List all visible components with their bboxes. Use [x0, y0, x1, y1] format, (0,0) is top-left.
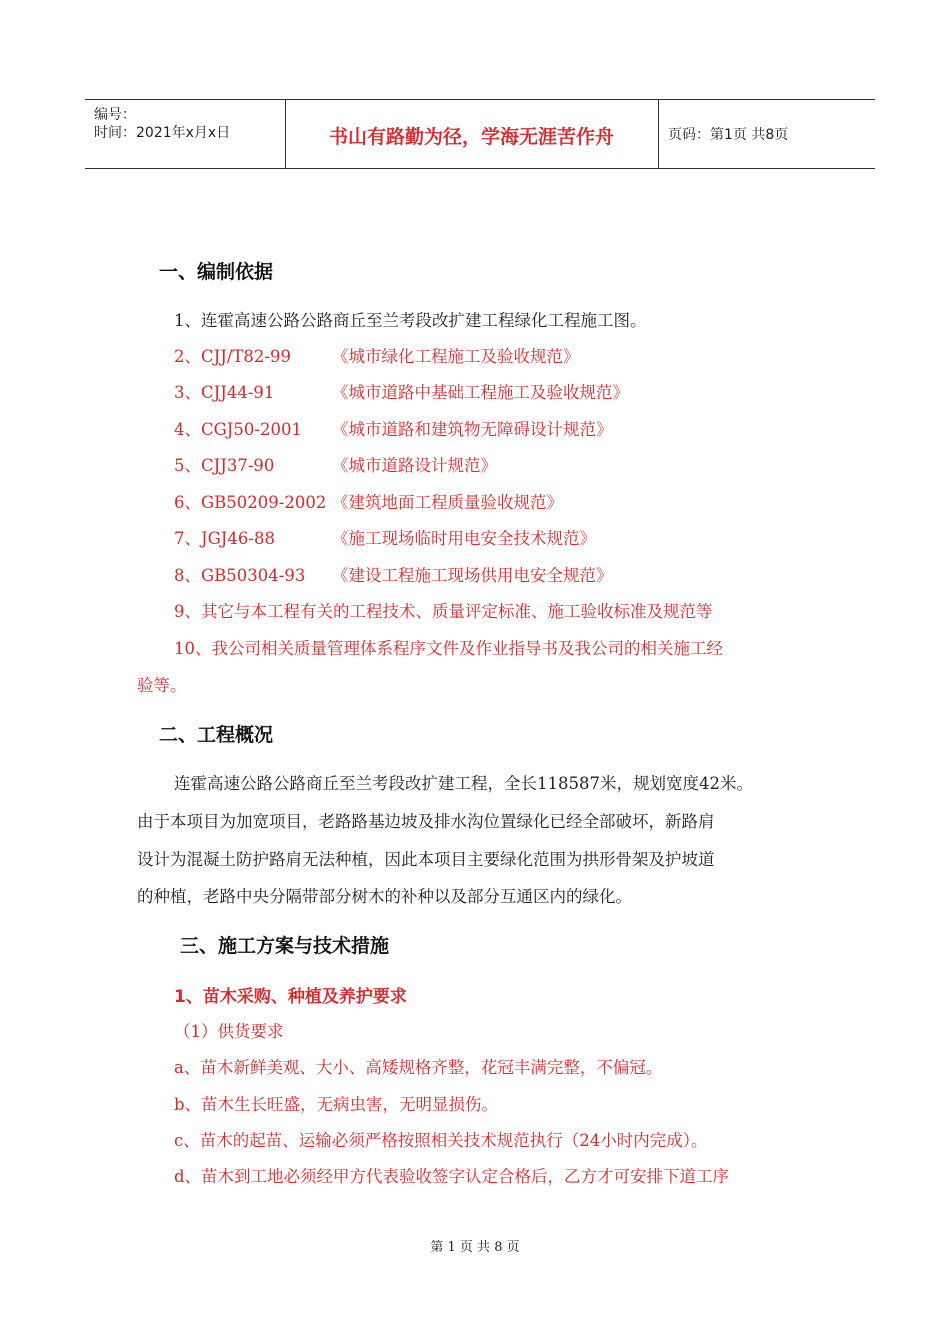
subsection-title-supply: （1）供货要求	[174, 1022, 284, 1041]
document-header	[85, 99, 875, 169]
standard-code: 4、CGJ50-2001	[174, 420, 302, 439]
standard-item	[174, 416, 613, 440]
standard-item	[174, 343, 580, 367]
subsection-title-seedlings: 1、苗木采购、种植及养护要求	[174, 987, 407, 1007]
standard-item	[174, 489, 563, 513]
basis-item-1: 1、连霍高速公路公路商丘至兰考段改扩建工程绿化工程施工图。	[174, 311, 647, 330]
document-time-label: 时间：2021年x月x日	[94, 125, 231, 141]
section-title-overview: 二、工程概况	[159, 724, 274, 746]
header-meta-cell	[85, 100, 286, 168]
standard-name: 《城市道路设计规范》	[332, 456, 497, 475]
header-page-code: 页码：第1页 共8页	[668, 127, 789, 143]
basis-item-10-cont: 验等。	[137, 676, 187, 695]
overview-line: 设计为混凝土防护路肩无法种植，因此本项目主要绿化范围为拱形骨架及护坡道	[137, 850, 715, 869]
standard-code: 8、GB50304-93	[174, 566, 306, 585]
standard-item	[174, 525, 596, 549]
supply-requirement: b、苗木生长旺盛，无病虫害，无明显损伤。	[174, 1095, 499, 1114]
standard-item	[174, 379, 629, 403]
standard-code: 3、CJJ44-91	[174, 383, 275, 402]
basis-item-10: 10、我公司相关质量管理体系程序文件及作业指导书及我公司的相关施工经	[174, 639, 723, 658]
supply-requirement: d、苗木到工地必须经甲方代表验收签字认定合格后，乙方才可安排下道工序	[174, 1167, 730, 1186]
header-motto: 书山有路勤为径，学海无涯苦作舟	[328, 126, 614, 148]
supply-requirement: c、苗木的起苗、运输必须严格按照相关技术规范执行（24小时内完成）。	[174, 1131, 708, 1150]
standard-name: 《城市道路中基础工程施工及验收规范》	[332, 383, 629, 402]
standard-name: 《建设工程施工现场供用电安全规范》	[332, 566, 613, 585]
basis-item-9: 9、其它与本工程有关的工程技术、质量评定标准、施工验收标准及规范等	[174, 602, 713, 621]
standard-code: 5、CJJ37-90	[174, 456, 275, 475]
section-title-basis: 一、编制依据	[159, 261, 274, 283]
standard-name: 《城市道路和建筑物无障碍设计规范》	[332, 420, 613, 439]
standard-code: 2、CJJ/T82-99	[174, 347, 291, 366]
section-title-plan: 三、施工方案与技术措施	[180, 935, 390, 957]
standard-item	[174, 452, 497, 476]
standard-name: 《城市绿化工程施工及验收规范》	[332, 347, 580, 366]
header-page-cell	[658, 100, 875, 168]
standard-name: 《施工现场临时用电安全技术规范》	[332, 529, 596, 548]
standard-name: 《建筑地面工程质量验收规范》	[332, 493, 563, 512]
standard-item	[174, 562, 613, 586]
standard-code: 7、JGJ46-88	[174, 529, 275, 548]
overview-line: 的种植，老路中央分隔带部分树木的补种以及部分互通区内的绿化。	[137, 887, 632, 906]
page-footer: 第 1 页 共 8 页	[430, 1240, 520, 1255]
standard-code: 6、GB50209-2002	[174, 493, 327, 512]
overview-line: 连霍高速公路公路商丘至兰考段改扩建工程，全长118587米，规划宽度42米。	[174, 774, 753, 793]
header-motto-cell	[285, 100, 659, 168]
overview-line: 由于本项目为加宽项目，老路路基边坡及排水沟位置绿化已经全部破坏，新路肩	[137, 812, 715, 831]
supply-requirement: a、苗木新鲜美观、大小、高矮规格齐整，花冠丰满完整，不偏冠。	[174, 1058, 663, 1077]
document-number-label: 编号：	[94, 107, 136, 123]
